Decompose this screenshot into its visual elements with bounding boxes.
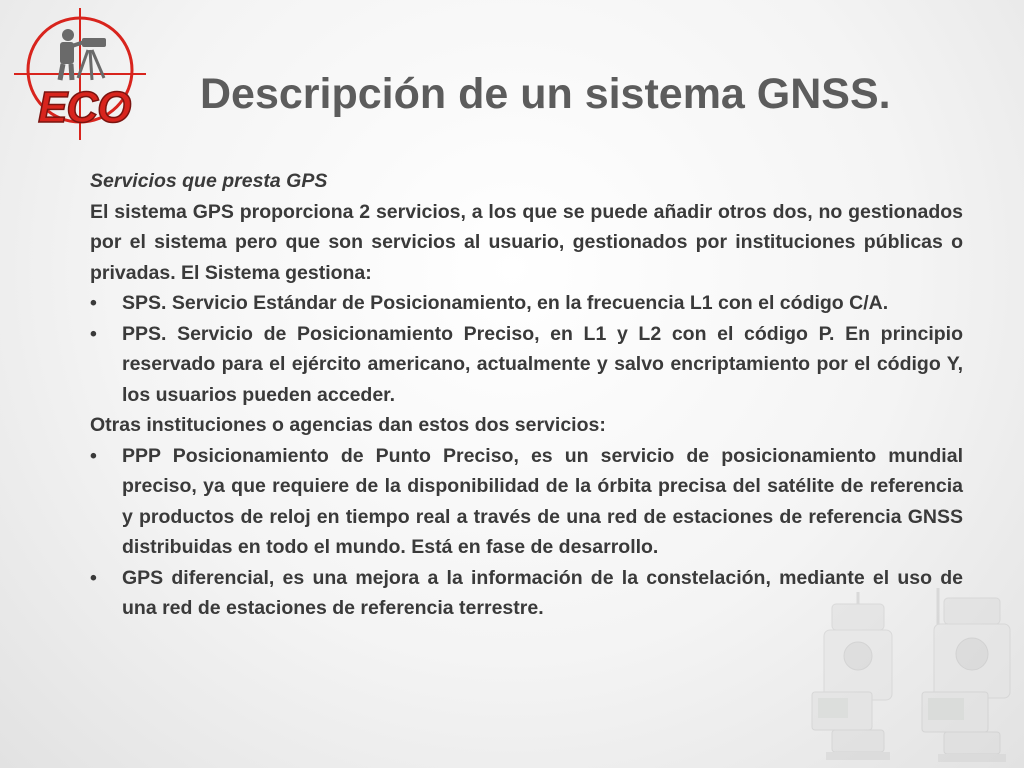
list-item-text: GPS diferencial, es una mejora a la información de la constelación, mediante el uso de una red de estaciones de referencia terrestre. bbox=[122, 566, 963, 619]
list-item bbox=[90, 319, 963, 411]
slide-body bbox=[90, 166, 963, 624]
list-item bbox=[90, 288, 963, 319]
list-item-text: SPS. Servicio Estándar de Posicionamiento, en la frecuencia L1 con el código C/A. bbox=[122, 292, 889, 314]
section-subheading: Servicios que presta GPS bbox=[90, 170, 328, 192]
eco-logo bbox=[14, 8, 146, 140]
bullet-icon: • bbox=[90, 444, 97, 467]
bullet-icon: • bbox=[90, 566, 97, 589]
page-title: Descripción de un sistema GNSS. bbox=[200, 70, 891, 118]
list-item bbox=[90, 441, 963, 563]
logo-wordmark: ECO bbox=[38, 83, 131, 132]
other-services-list bbox=[90, 441, 963, 624]
intro-paragraph: El sistema GPS proporciona 2 servicios, a los que se puede añadir otros dos, no gestionados por el sistema pero que son servicios al usuario, gestionados por instituciones públicas o privadas. El Sistema gestiona: bbox=[90, 200, 963, 284]
managed-services-list bbox=[90, 288, 963, 410]
list-item-text: PPS. Servicio de Posicionamiento Preciso, en L1 y L2 con el código P. En principio reservado para el ejército americano, actualmente y salvo encriptamiento por el código Y, los usuarios pueden acceder. bbox=[122, 322, 963, 406]
list-item-text: PPP Posicionamiento de Punto Preciso, es un servicio de posicionamiento mundial preciso, ya que requiere de la disponibilidad de la órbita precisa del satélite de referencia y productos de reloj en tiempo real a través de una red de estaciones de referencia GNSS distribuidas en todo el mundo. Está en fase de desarrollo. bbox=[122, 444, 963, 558]
bullet-icon: • bbox=[90, 292, 97, 314]
list-item bbox=[90, 563, 963, 624]
bullet-icon: • bbox=[90, 322, 97, 345]
middle-paragraph: Otras instituciones o agencias dan estos dos servicios: bbox=[90, 414, 606, 436]
